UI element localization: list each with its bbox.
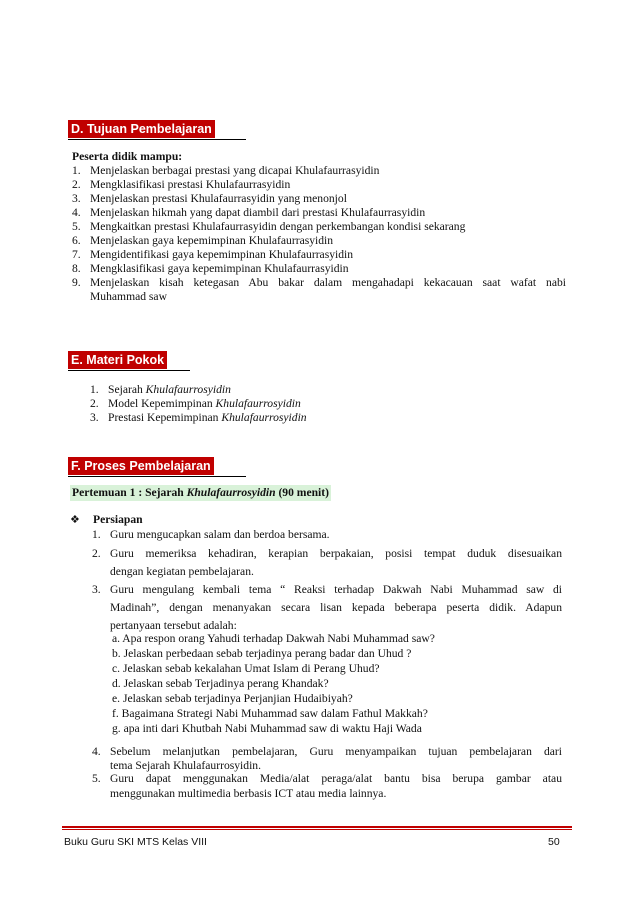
objective-text: Menjelaskan kisah ketegasan Abu bakar dalam mengahadapi kekacauan saat wafat nabi bbox=[90, 276, 566, 289]
procedure-number: 4. bbox=[92, 745, 101, 758]
procedure-text: Guru mengucapkan salam dan berdoa bersama. bbox=[110, 528, 330, 541]
objective-text: Mengklasifikasi prestasi Khulafaurrasyidin bbox=[90, 178, 291, 191]
material-italic: Khulafaurrosyidin bbox=[215, 397, 301, 410]
material-italic: Khulafaurrosyidin bbox=[145, 383, 231, 396]
objective-text: Mengidentifikasi gaya kepemimpinan Khulafaurrasyidin bbox=[90, 248, 354, 261]
procedure-text-continued: dengan kegiatan pembelajaran. bbox=[110, 565, 254, 578]
procedure-text: Guru memeriksa kehadiran, kerapian berpakaian, posisi tempat duduk disesuaikan bbox=[110, 547, 562, 560]
section-e-heading: E. Materi Pokok bbox=[68, 351, 167, 369]
meeting-title-post: (90 menit) bbox=[275, 486, 329, 499]
objective-text: Mengklasifikasi gaya kepemimpinan Khulafaurrasyidin bbox=[90, 262, 349, 275]
meeting-title-pre: Pertemuan 1 : Sejarah bbox=[72, 486, 187, 499]
objective-number: 5. bbox=[72, 220, 81, 233]
objective-number: 7. bbox=[72, 248, 81, 261]
objective-number: 3. bbox=[72, 192, 81, 205]
meeting-title-italic: Khulafaurrosyidin bbox=[186, 486, 276, 499]
procedure-text-continued: menggunakan multimedia berbasis ICT atau media lainnya. bbox=[110, 787, 387, 800]
procedure-number: 5. bbox=[92, 772, 101, 785]
procedure-number: 2. bbox=[92, 547, 101, 560]
material-number: 1. bbox=[90, 383, 99, 396]
section-f-heading: F. Proses Pembelajaran bbox=[68, 457, 214, 475]
objective-text: Menjelaskan gaya kepemimpinan Khulafaurrasyidin bbox=[90, 234, 334, 247]
procedure-text-continued: Madinah”, dengan menanyakan secara lisan kepada beberapa peserta didik. Adapun bbox=[110, 601, 562, 614]
material-item bbox=[108, 397, 301, 411]
objective-number: 6. bbox=[72, 234, 81, 247]
material-item bbox=[108, 411, 307, 425]
objective-text: Menjelaskan prestasi Khulafaurrasyidin yang menonjol bbox=[90, 192, 347, 205]
material-text: Prestasi Kepemimpinan bbox=[108, 411, 222, 424]
material-italic: Khulafaurrosyidin bbox=[221, 411, 307, 424]
question-item: c. Jelaskan sebab kekalahan Umat Islam di Perang Uhud? bbox=[112, 662, 380, 675]
footer-book-title: Buku Guru SKI MTS Kelas VIII bbox=[64, 836, 207, 848]
question-item: b. Jelaskan perbedaan sebab terjadinya perang badar dan Uhud ? bbox=[112, 647, 412, 660]
section-d-underline bbox=[68, 139, 246, 140]
procedure-text: Guru mengulang kembali tema “ Reaksi terhadap Dakwah Nabi Muhammad saw di bbox=[110, 583, 562, 596]
objective-number: 9. bbox=[72, 276, 81, 289]
procedure-text-continued: pertanyaan tersebut adalah: bbox=[110, 619, 237, 632]
material-number: 3. bbox=[90, 411, 99, 424]
procedure-number: 1. bbox=[92, 528, 101, 541]
footer-page-number: 50 bbox=[548, 836, 560, 848]
prep-label: Persiapan bbox=[93, 513, 143, 526]
diamond-bullet-icon: ❖ bbox=[70, 513, 80, 526]
section-d-heading: D. Tujuan Pembelajaran bbox=[68, 120, 215, 138]
procedure-text: Sebelum melanjutkan pembelajaran, Guru menyampaikan tujuan pembelajaran dari bbox=[110, 745, 562, 758]
question-item: g. apa inti dari Khutbah Nabi Muhammad saw di waktu Haji Wada bbox=[112, 722, 422, 735]
objective-number: 4. bbox=[72, 206, 81, 219]
section-d-intro: Peserta didik mampu: bbox=[72, 150, 183, 163]
procedure-text: Guru dapat menggunakan Media/alat peraga/alat bantu bisa berupa gambar atau bbox=[110, 772, 562, 785]
objective-text: Mengkaitkan prestasi Khulafaurrasyidin dengan perkembangan kondisi sekarang bbox=[90, 220, 466, 233]
objective-text: Menjelaskan hikmah yang dapat diambil dari prestasi Khulafaurrasyidin bbox=[90, 206, 426, 219]
footer-rule-thin bbox=[62, 829, 572, 830]
material-item bbox=[108, 383, 231, 397]
meeting-title bbox=[70, 485, 331, 501]
question-item: a. Apa respon orang Yahudi terhadap Dakwah Nabi Muhammad saw? bbox=[112, 632, 435, 645]
question-item: d. Jelaskan sebab Terjadinya perang Khandak? bbox=[112, 677, 329, 690]
material-text: Sejarah bbox=[108, 383, 146, 396]
question-item: e. Jelaskan sebab terjadinya Perjanjian Hudaibiyah? bbox=[112, 692, 353, 705]
objective-number: 8. bbox=[72, 262, 81, 275]
material-number: 2. bbox=[90, 397, 99, 410]
material-text: Model Kepemimpinan bbox=[108, 397, 216, 410]
footer-rule-thick bbox=[62, 826, 572, 828]
question-item: f. Bagaimana Strategi Nabi Muhammad saw dalam Fathul Makkah? bbox=[112, 707, 428, 720]
procedure-number: 3. bbox=[92, 583, 101, 596]
section-f-underline bbox=[68, 476, 246, 477]
objective-text: Menjelaskan berbagai prestasi yang dicapai Khulafaurrasyidin bbox=[90, 164, 380, 177]
objective-number: 1. bbox=[72, 164, 81, 177]
section-e-underline bbox=[68, 370, 190, 371]
objective-number: 2. bbox=[72, 178, 81, 191]
procedure-text-continued: tema Sejarah Khulafaurrosyidin. bbox=[110, 759, 261, 772]
objective-text-continued: Muhammad saw bbox=[90, 290, 167, 303]
